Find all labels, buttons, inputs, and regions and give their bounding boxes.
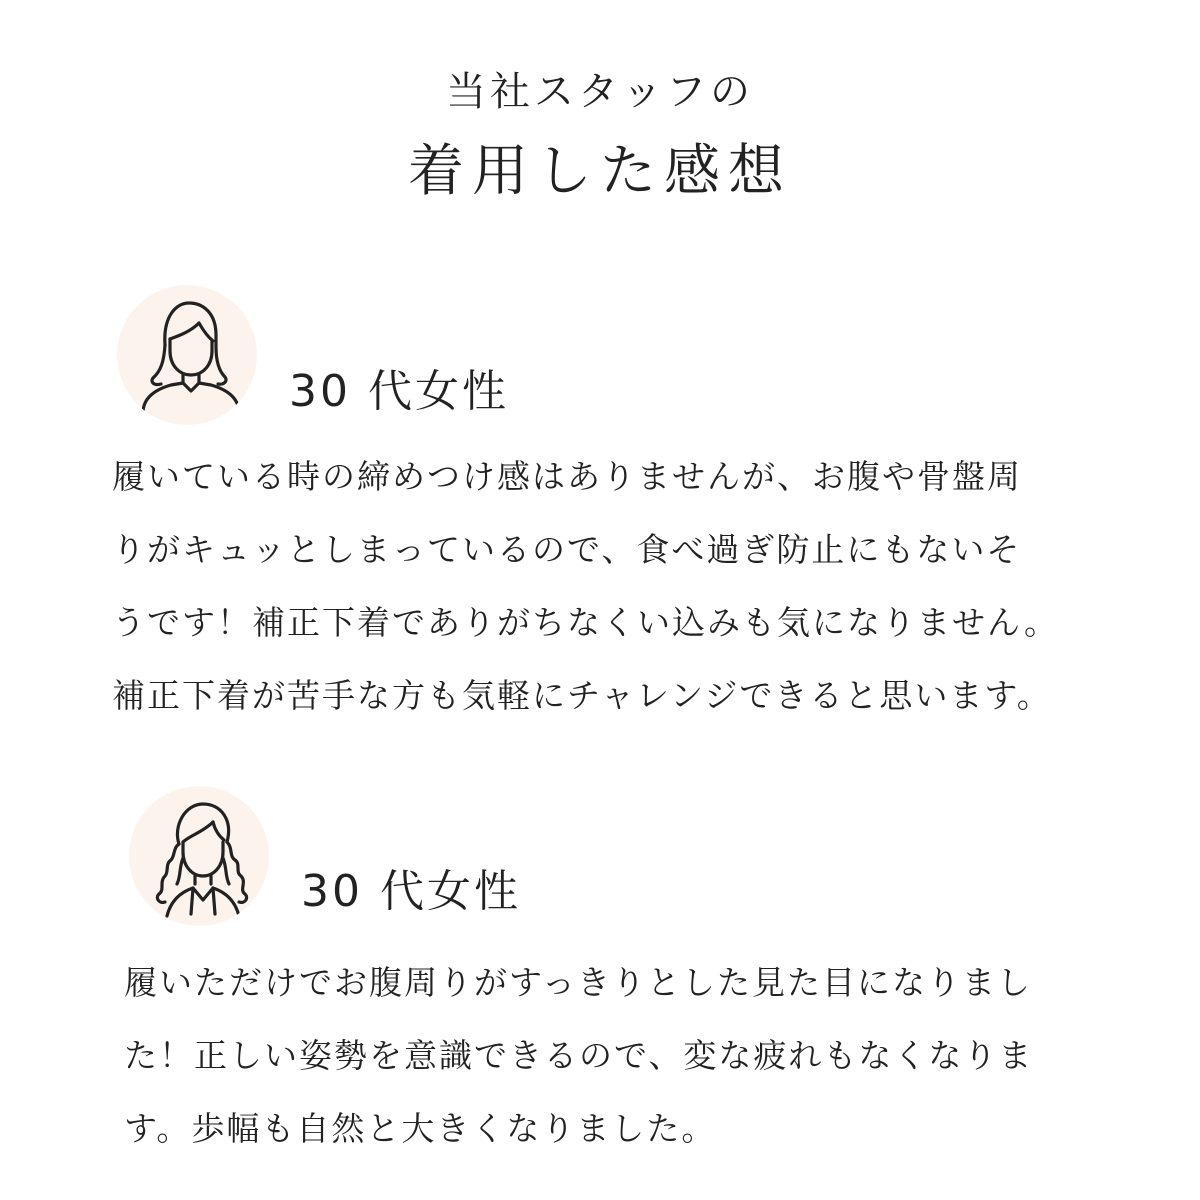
review-text [124,946,1033,1165]
review-text-line: 履いただけでお腹周りがすっきりとした見た目になりまし [124,963,1033,1002]
review-text-line: た！正しい姿勢を意識できるので、変な疲れもなくなりま [124,1036,1034,1075]
reviewer-label: 30 代女性 [289,366,509,417]
reviewer-label: 30 代女性 [301,866,521,917]
review-text [112,440,1059,732]
avatar [117,285,257,425]
review-text-line: 履いている時の締めつけ感はありませんが、お腹や骨盤周 [112,457,1022,496]
review-text-line: す。歩幅も自然と大きくなりました。 [124,1109,717,1148]
review-text-line: うです！補正下着でありがちなくい込みも気になりません。 [112,603,1059,642]
avatar [129,786,269,926]
review-text-line: りがキュッとしまっているので、食べ過ぎ防止にもないそ [112,530,1022,569]
review-text-line: 補正下着が苦手な方も気軽にチャレンジできると思います。 [112,676,1052,715]
woman-wavy-hair-icon [129,786,269,926]
page-subtitle: 当社スタッフの [446,69,754,115]
page-title: 着用した感想 [408,139,792,204]
woman-straight-hair-icon [117,285,257,425]
